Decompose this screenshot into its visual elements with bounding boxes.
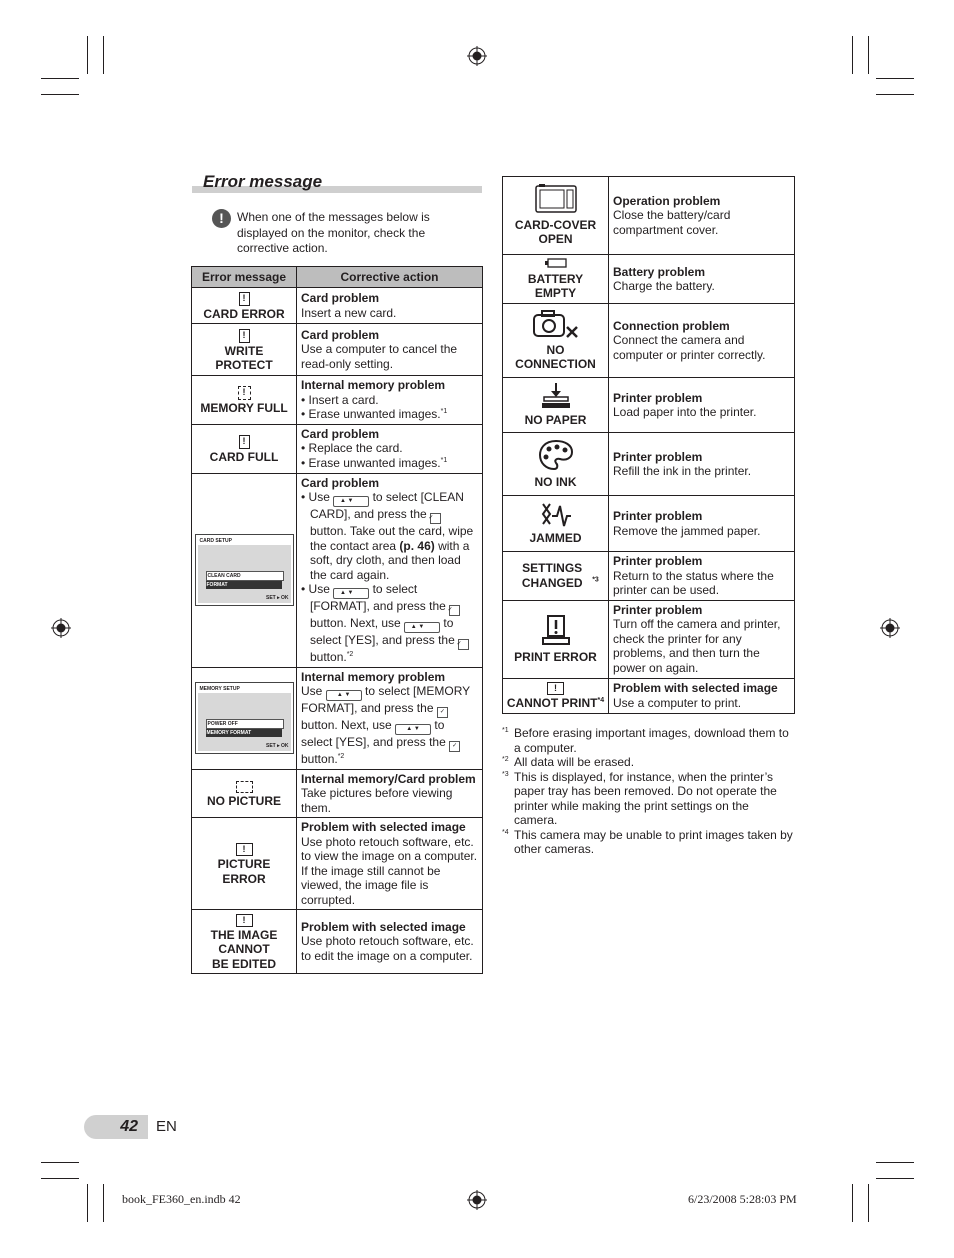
- slug-filename: book_FE360_en.indb 42: [122, 1192, 241, 1206]
- table-row: SETTINGS CHANGED $^{*3}$ Printer problem Return to the status where the printer can be used.: [503, 552, 795, 601]
- table-row: [192, 473, 483, 667]
- card-setup-screen: CARD SETUP CLEAN CARD FORMAT SET ▸ OK: [195, 534, 294, 606]
- action-text: Take pictures before viewing them.: [301, 786, 453, 815]
- ok-button-icon: ✓: [437, 707, 448, 718]
- table-row: [192, 324, 483, 376]
- crop-mark: [868, 1184, 869, 1222]
- problem-heading: Internal memory problem: [301, 378, 446, 392]
- problem-heading: Problem with selected image: [613, 681, 778, 695]
- arrow-pad-icon: ▲ ▼: [326, 690, 362, 701]
- exclamation-box-icon: !: [239, 329, 250, 343]
- ok-button-icon: ✓: [449, 741, 460, 752]
- table-row: [192, 288, 483, 324]
- error-label: MEMORY FULL: [200, 401, 288, 415]
- error-label: WRITE PROTECT: [215, 343, 273, 372]
- exclamation-box-icon: !: [239, 435, 250, 449]
- action-text: Use photo retouch software, etc. to edit the image on a computer.: [301, 934, 474, 963]
- error-label: NO PICTURE: [206, 793, 281, 808]
- table-row: [192, 376, 483, 425]
- registration-mark-icon: [51, 618, 71, 638]
- page-number: 42: [120, 1118, 138, 1135]
- arrow-pad-icon: ▲ ▼: [333, 496, 369, 507]
- table-row: [503, 600, 795, 678]
- exclamation-box-icon: !: [239, 292, 250, 306]
- action-bullet: • Erase unwanted images.$^{*1}$: [301, 455, 448, 470]
- battery-empty-icon: [545, 258, 567, 268]
- crop-mark: [876, 1162, 914, 1163]
- action-text: Refill the ink in the printer.: [613, 464, 752, 478]
- table-row: [503, 433, 795, 496]
- problem-heading: Printer problem: [613, 449, 703, 464]
- crop-mark: [852, 36, 853, 74]
- arrow-pad-icon: ▲ ▼: [404, 622, 440, 633]
- paper-tray-icon: [541, 383, 571, 409]
- exclamation-box-icon: !: [236, 914, 253, 927]
- action-bullet: • Use ▲ ▼ to select [CLEAN CARD], and press the ✓ button. Take out the card, wipe the contact area (p. 46) with a soft, dry cloth, and then load the card again.: [301, 490, 474, 582]
- problem-heading: Printer problem: [613, 509, 703, 523]
- footnote: *4 This camera may be unable to print images taken by other cameras.: [502, 827, 793, 856]
- problem-heading: Printer problem: [613, 390, 703, 405]
- crop-mark: [103, 36, 104, 74]
- crop-mark: [852, 1184, 853, 1222]
- header-error-message: Error message: [192, 267, 297, 288]
- memory-icon: !: [238, 386, 251, 400]
- action-bullet: • Insert a card.: [301, 392, 379, 407]
- error-label: CARD-COVER OPEN: [514, 217, 597, 247]
- camera-icon: [535, 184, 577, 214]
- ok-button-icon: ✓: [449, 605, 460, 616]
- problem-heading: Internal memory/Card problem: [301, 771, 476, 786]
- action-text: Load paper into the printer.: [613, 405, 757, 419]
- footnote: *3 This is displayed, for instance, when the printer’s paper tray has been removed. Do not operate the printer while making the print settings on the camera.: [502, 769, 777, 827]
- action-text: Use a computer to print.: [613, 695, 742, 710]
- problem-heading: Card problem: [301, 475, 380, 490]
- ink-palette-icon: [538, 439, 574, 471]
- error-label: CARD ERROR: [203, 306, 285, 321]
- problem-heading: Problem with selected image: [301, 820, 466, 834]
- problem-heading: Card problem: [301, 327, 380, 342]
- action-text: Remove the jammed paper.: [613, 523, 761, 538]
- error-label: JAMMED: [529, 531, 582, 545]
- slug-timestamp: 6/23/2008 5:28:03 PM: [688, 1192, 797, 1206]
- problem-heading: Operation problem: [613, 193, 721, 208]
- action-text: Connect the camera and computer or printer correctly.: [613, 333, 766, 362]
- footnote: *2 All data will be erased.: [502, 755, 635, 769]
- registration-mark-icon: [467, 46, 487, 66]
- action-text: Use a computer to cancel the read-only setting.: [301, 342, 458, 371]
- crop-mark: [41, 78, 79, 79]
- crop-mark: [868, 36, 869, 74]
- error-label: THE IMAGE CANNOT BE EDITED: [210, 927, 278, 971]
- table-row: [503, 177, 795, 255]
- crop-mark: [87, 1184, 88, 1222]
- table-row: [503, 496, 795, 552]
- crop-mark: [876, 94, 914, 95]
- footnote: *1 Before erasing important images, download them to a computer.: [502, 726, 789, 755]
- table-row: [192, 424, 483, 473]
- printer-error-icon: [542, 614, 570, 646]
- error-table-right: [502, 176, 795, 714]
- action-bullet: • Replace the card.: [301, 441, 403, 456]
- registration-mark-icon: [880, 618, 900, 638]
- error-label: NO CONNECTION: [515, 342, 596, 372]
- language-code: EN: [156, 1118, 177, 1135]
- error-label: NO PAPER: [524, 412, 587, 427]
- header-corrective-action: Corrective action: [297, 267, 483, 288]
- error-label: CANNOT PRINT: [506, 696, 598, 711]
- exclamation-box-icon: !: [236, 843, 253, 856]
- arrow-pad-icon: ▲ ▼: [333, 588, 369, 599]
- error-label: CARD FULL: [209, 449, 279, 464]
- ok-button-icon: ✓: [458, 639, 469, 650]
- crop-mark: [41, 1178, 79, 1179]
- problem-heading: Battery problem: [613, 264, 706, 279]
- table-row: [192, 667, 483, 769]
- table-row: ! CANNOT PRINT$^{*4}$ Problem with selected image Use a computer to print.: [503, 678, 795, 713]
- action-bullet: • Use ▲ ▼ to select [FORMAT], and press the ✓ button. Next, use ▲ ▼ to select [YES], and press the ✓ button.$^{*2}$: [301, 582, 478, 665]
- registration-mark-icon: [467, 1190, 487, 1210]
- problem-heading: Card problem: [301, 426, 380, 441]
- crop-mark: [876, 78, 914, 79]
- table-row: [192, 769, 483, 818]
- page-title: Error message: [203, 172, 323, 191]
- no-picture-icon: [236, 781, 253, 793]
- error-label: BATTERY EMPTY: [527, 271, 584, 301]
- table-row: [503, 304, 795, 378]
- problem-heading: Printer problem: [613, 554, 703, 568]
- crop-mark: [876, 1178, 914, 1179]
- error-label: SETTINGS CHANGED: [521, 561, 583, 590]
- error-table-left: [191, 266, 483, 974]
- action-bullet: • Erase unwanted images.$^{*1}$: [301, 407, 448, 421]
- table-row: [503, 378, 795, 433]
- problem-heading: Card problem: [301, 291, 380, 305]
- exclamation-box-icon: !: [547, 682, 564, 695]
- crop-mark: [41, 1162, 79, 1163]
- action-text: Turn off the camera and printer, check the printer for any problems, and then turn the power on again.: [613, 617, 781, 675]
- table-row: [192, 910, 483, 974]
- problem-heading: Connection problem: [613, 318, 730, 333]
- paper-jam-icon: [540, 502, 572, 528]
- crop-mark: [41, 94, 79, 95]
- ok-button-icon: ✓: [430, 513, 441, 524]
- error-label: NO INK: [534, 474, 577, 489]
- footnotes: [502, 726, 794, 857]
- table-row: [503, 255, 795, 304]
- problem-heading: Printer problem: [613, 602, 703, 617]
- page-number-tab: [84, 1115, 148, 1139]
- memory-setup-screen: MEMORY SETUP POWER OFF MEMORY FORMAT SET ▸ OK: [195, 682, 294, 754]
- error-label: PRINT ERROR: [514, 649, 597, 664]
- action-text: Close the battery/card compartment cover.: [613, 208, 731, 237]
- action-text: Return to the status where the printer can be used.: [613, 568, 774, 597]
- crop-mark: [103, 1184, 104, 1222]
- crop-mark: [87, 36, 88, 74]
- problem-heading: Problem with selected image: [301, 919, 466, 934]
- action-text: Charge the battery.: [613, 279, 715, 293]
- problem-heading: Internal memory problem: [301, 669, 446, 684]
- action-text: Use photo retouch software, etc. to view the image on a computer. If the image still cannot be viewed, the image file is corrupted.: [301, 834, 478, 907]
- error-label: PICTURE ERROR: [217, 857, 271, 886]
- warning-icon: !: [212, 209, 231, 228]
- action-text: Use ▲ ▼ to select [MEMORY FORMAT], and press the ✓ button. Next, use ▲ ▼ to select [YES], and press the ✓ button.$^{*2}$: [301, 684, 470, 766]
- camera-icon: [532, 309, 580, 339]
- intro-text: When one of the messages below is displayed on the monitor, check the corrective action.: [237, 210, 430, 255]
- table-row: [192, 818, 483, 910]
- action-text: Insert a new card.: [301, 305, 397, 320]
- arrow-pad-icon: ▲ ▼: [395, 724, 431, 735]
